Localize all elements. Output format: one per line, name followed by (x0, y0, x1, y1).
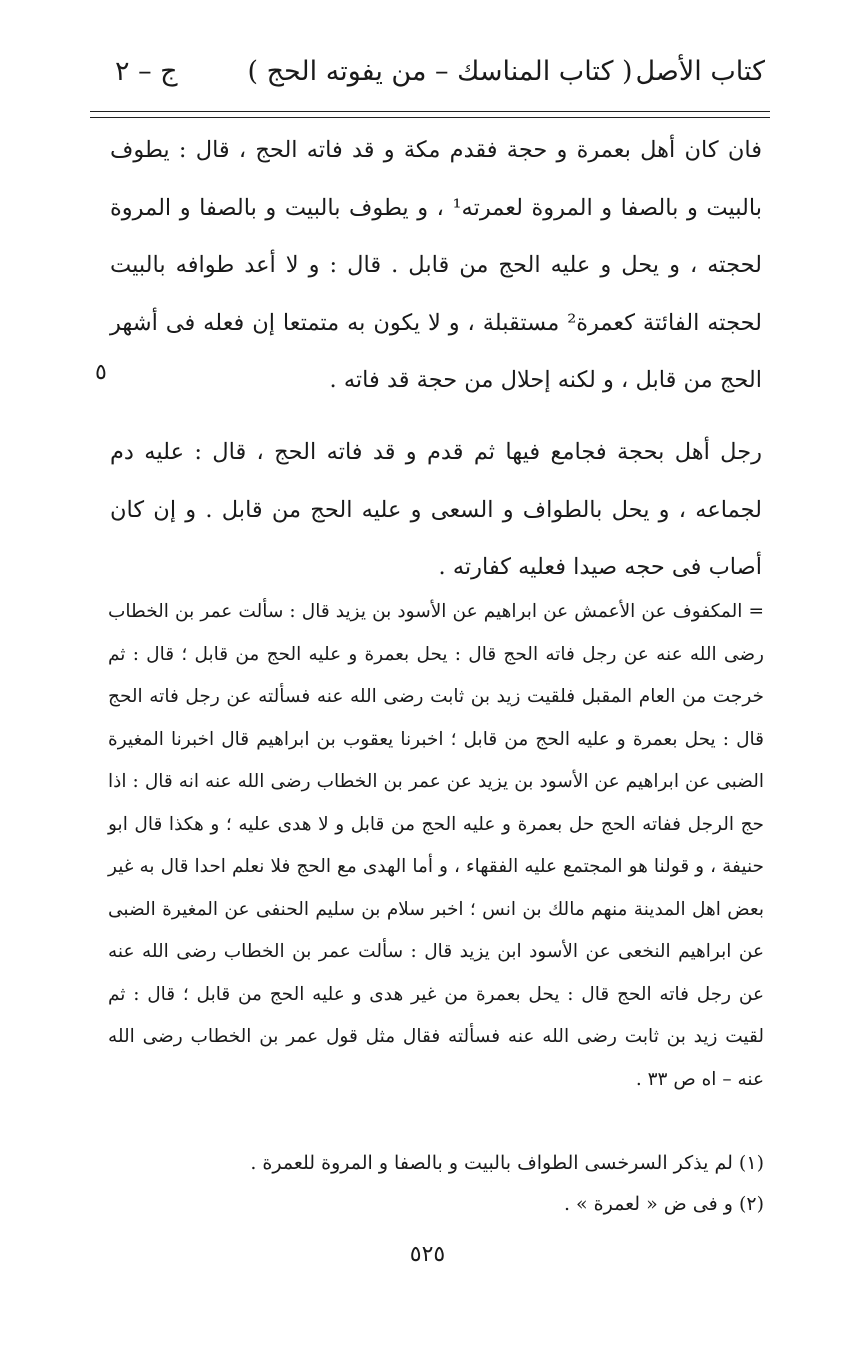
footnote-1: (١) لم يذكر السرخسى الطواف بالبيت و بالصفا و المروة للعمرة . (250, 1152, 764, 1174)
header-rule-thin (90, 117, 770, 118)
book-title: كتاب الأصل (635, 56, 765, 87)
paragraph-1: فان كان أهل بعمرة و حجة فقدم مكة و قد فاته الحج ، قال : يطوف بالبيت و بالصفا و المروة لعمرته¹ ، و يطوف بالبيت و بالصفا و المروة لحجته ، و يحل و عليه الحج من قابل . قال : و لا أعد طوافه بالبيت لحجته الفائتة كعمرة² مستقبلة ، و لا يكون به متمتعا إن فعله فى أشهر الحج من قابل ، و لكنه إحلال من حجة قد فاته . (110, 137, 763, 394)
chapter-title: ( كتاب المناسك – من يفوته الحج ) (247, 56, 633, 87)
page-number: ٥٢٥ (409, 1242, 446, 1267)
footnotes (250, 1143, 764, 1225)
line-number: ٥ (95, 360, 107, 385)
main-text (110, 122, 762, 597)
commentary-block (108, 591, 764, 1101)
header-rule-thick (90, 111, 770, 112)
footnote-2: (٢) و فى ض « لعمرة » . (563, 1193, 764, 1215)
running-header (115, 52, 765, 100)
volume-number: ج – ٢ (115, 56, 178, 87)
commentary-text: = المكفوف عن الأعمش عن ابراهيم عن الأسود بن يزيد قال : سألت عمر بن الخطاب رضى الله عنه عن رجل فاته الحج قال : يحل بعمرة و عليه الحج من قابل ؛ قال : ثم خرجت من العام المقبل فلقيت زيد بن ثابت رضى الله عنه فسألته عن رجل فاته الحج قال : يحل بعمرة و عليه الحج من قابل ؛ اخبرنا يعقوب بن ابراهيم قال اخبرنا المغيرة الضبى عن ابراهيم عن الأسود بن يزيد عن عمر بن الخطاب رضى الله عنه انه قال : اذا حج الرجل ففاته الحج حل بعمرة و عليه الحج من قابل و لا هدى عليه ؛ و هكذا قال ابو حنيفة ، و قولنا هو المجتمع عليه الفقهاء ، و أما الهدى مع الحج فلا نعلم احدا قال به غير بعض اهل المدينة منهم مالك بن انس ؛ اخبر سلام بن سليم الحنفى عن المغيرة الضبى عن ابراهيم النخعى عن الأسود ابن يزيد قال : سألت عمر بن الخطاب رضى الله عنه عن رجل فاته الحج قال : يحل بعمرة من غير هدى و عليه الحج من قابل ؛ قال : ثم لقيت زيد بن ثابت رضى الله عنه فسألته فقال مثل قول عمر بن الخطاب رضى الله عنه – اه ص ٣٣ . (108, 601, 764, 1090)
paragraph-2: رجل أهل بحجة فجامع فيها ثم قدم و قد فاته الحج ، قال : عليه دم لجماعه ، و يحل بالطواف و السعى و عليه الحج من قابل . و إن كان أصاب فى حجه صيدا فعليه كفارته . (110, 438, 762, 581)
